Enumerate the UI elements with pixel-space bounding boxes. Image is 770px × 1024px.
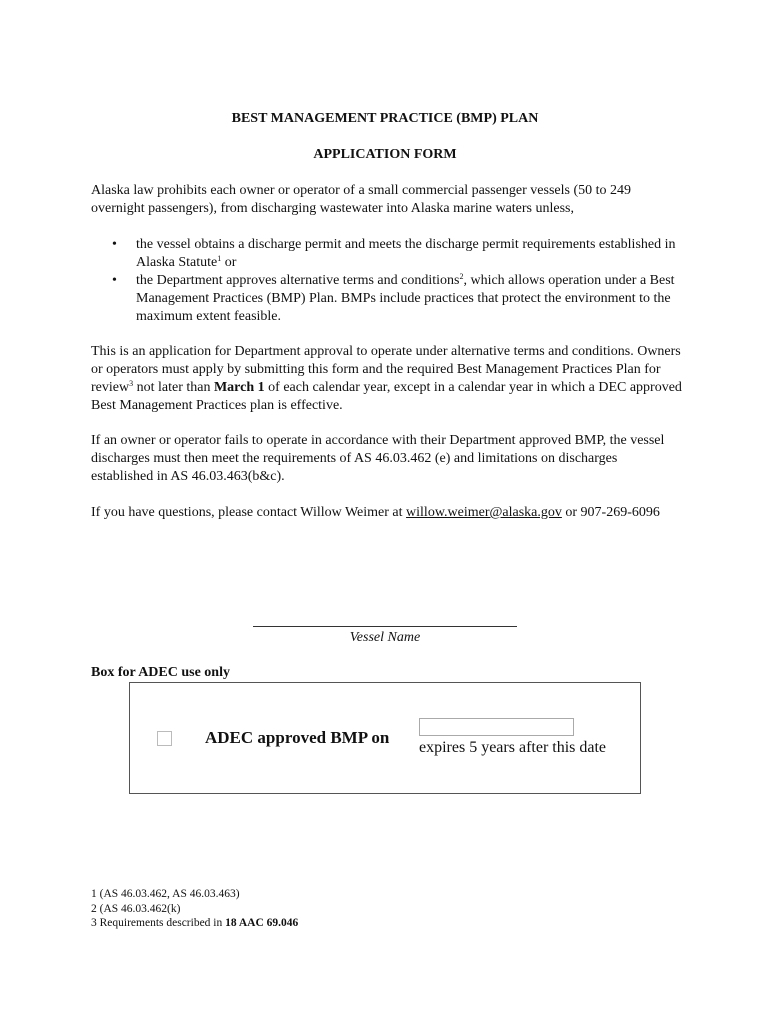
adec-use-box bbox=[129, 682, 641, 794]
contact-prefix: If you have questions, please contact Willow Weimer at bbox=[91, 505, 407, 520]
approval-date-field[interactable] bbox=[419, 718, 574, 736]
footnote-1: 1 (AS 46.03.462, AS 46.03.463) bbox=[91, 888, 240, 900]
list-item bbox=[91, 272, 683, 326]
list-item-text: the vessel obtains a discharge permit and meets the discharge permit requirements established in Alaska Statute bbox=[136, 237, 676, 270]
approved-label: ADEC approved BMP on bbox=[205, 728, 390, 747]
footnotes bbox=[91, 887, 298, 931]
list-item-text: the Department approves alternative terms and conditions bbox=[136, 273, 460, 288]
conditions-list bbox=[91, 236, 683, 326]
footnote-3 bbox=[91, 916, 298, 931]
footnote-2: 2 (AS 46.03.462(k) bbox=[91, 902, 181, 915]
list-item-tail: , which allows operation under a Best Management Practices (BMP) Plan. BMPs include practices that protect the environment to the maximum extent feasible. bbox=[136, 273, 675, 324]
bullet-icon: • bbox=[112, 237, 117, 252]
application-text-3: of each calendar year, except in a calendar year in which a DEC approved Best Management Practices plan is effective. bbox=[91, 380, 682, 413]
list-item-tail: or bbox=[221, 255, 237, 270]
compliance-paragraph: If an owner or operator fails to operate in accordance with their Department approved BMP, the vessel discharges must then meet the requirements of AS 46.03.462 (e) and limitations on discharges established in AS 46.03.463(b&c). bbox=[91, 433, 665, 484]
application-text-2: not later than bbox=[133, 380, 214, 395]
form-subtitle: APPLICATION FORM bbox=[313, 147, 457, 162]
footnote-ref: 3 bbox=[129, 379, 134, 388]
email-link[interactable]: willow.weimer@alaska.gov bbox=[406, 505, 562, 520]
deadline-date: March 1 bbox=[213, 380, 265, 395]
vessel-name-label: Vessel Name bbox=[349, 630, 421, 645]
application-text: This is an application for Department approval to operate under alternative terms and conditions. Owners or operators must apply by submitting this form and the required Best Management Practices Plan for review bbox=[91, 344, 681, 395]
contact-paragraph bbox=[91, 504, 683, 522]
application-paragraph bbox=[91, 343, 683, 415]
bullet-icon: • bbox=[112, 273, 117, 288]
adec-box-label: Box for ADEC use only bbox=[91, 665, 230, 680]
contact-suffix: or 907-269-6096 bbox=[561, 505, 660, 520]
footnote-3-text: 3 Requirements described in bbox=[91, 917, 226, 929]
list-item bbox=[91, 236, 683, 272]
vessel-name-line[interactable] bbox=[253, 626, 517, 627]
footnote-ref: 1 bbox=[217, 254, 222, 263]
form-title: BEST MANAGEMENT PRACTICE (BMP) PLAN bbox=[231, 111, 539, 126]
expires-note: expires 5 years after this date bbox=[419, 739, 607, 756]
approved-checkbox[interactable] bbox=[157, 731, 172, 746]
footnote-ref: 2 bbox=[459, 272, 464, 281]
intro-paragraph: Alaska law prohibits each owner or operator of a small commercial passenger vessels (50 to 249 overnight passengers), from discharging wastewater into Alaska marine waters unless, bbox=[91, 183, 631, 216]
footnote-3-citation: 18 AAC 69.046 bbox=[225, 917, 299, 929]
